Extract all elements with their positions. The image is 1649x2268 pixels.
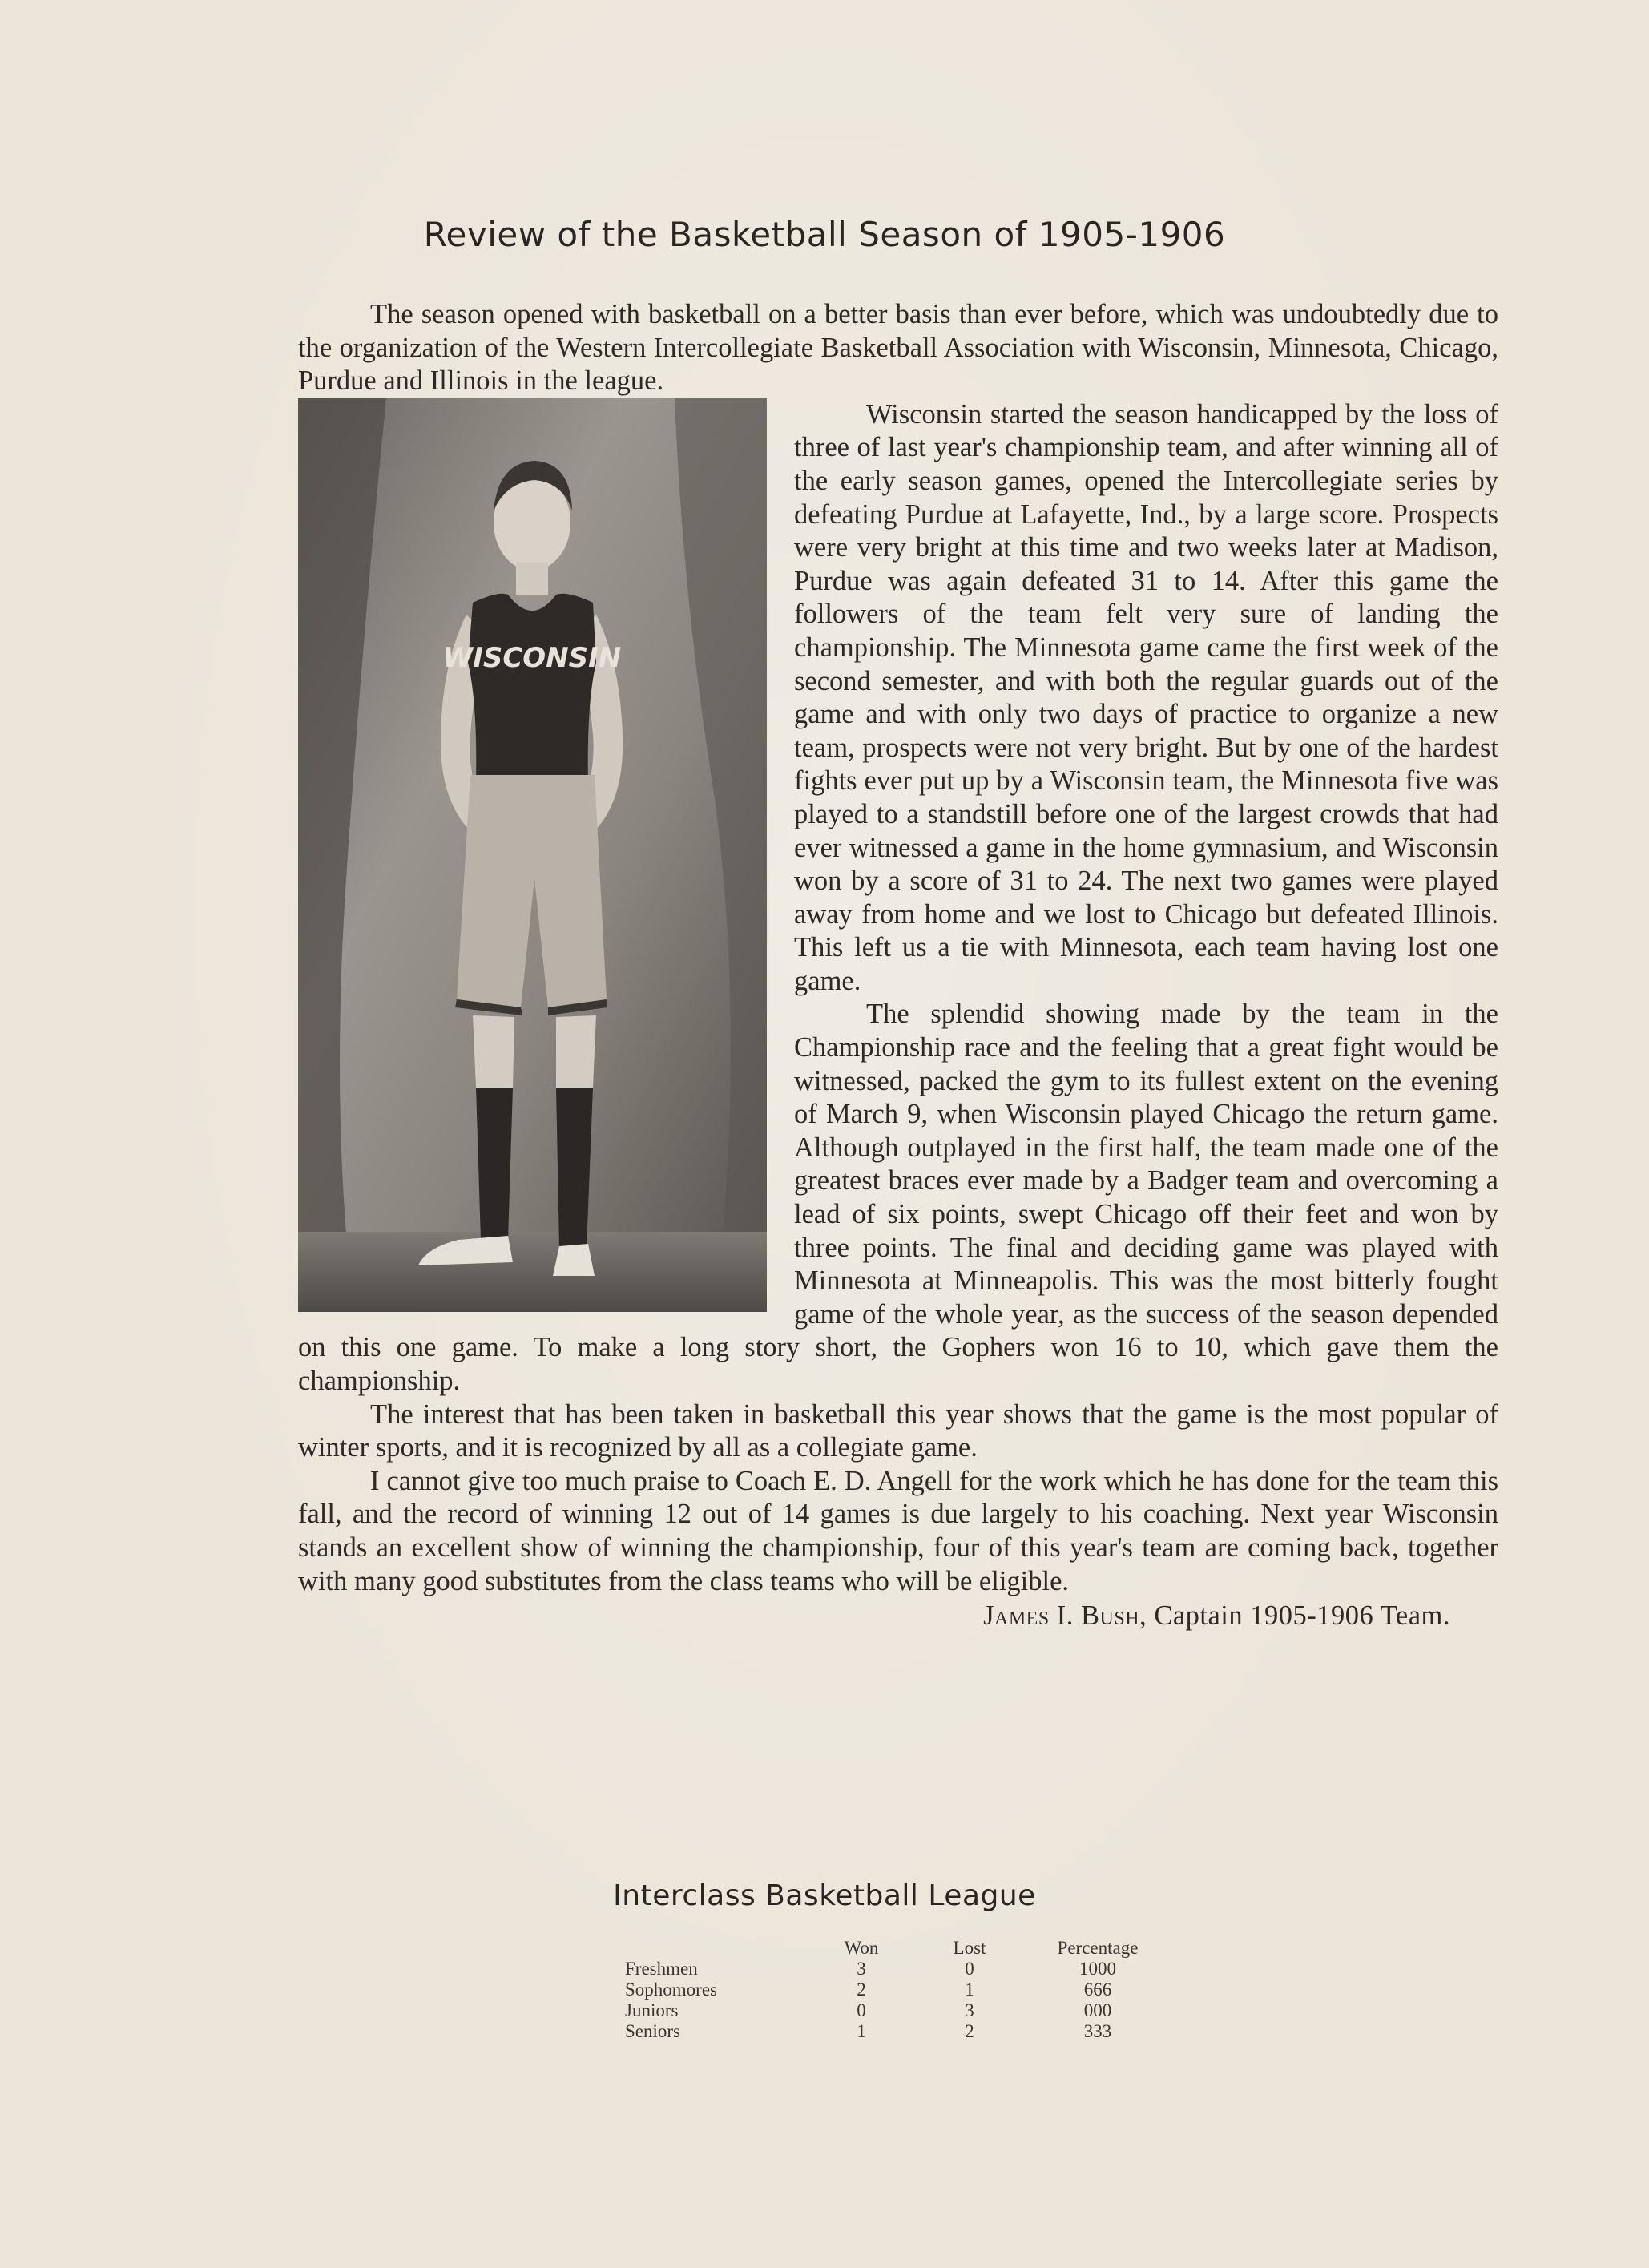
percentage-value: 000	[1083, 2000, 1112, 2020]
player-photo-image	[298, 398, 767, 1312]
league-header-percentage: Percentage	[1057, 1938, 1139, 1958]
league-title: Interclass Basketball League	[613, 1879, 1036, 1912]
table-row	[625, 2021, 1170, 2042]
paragraph-2: Wisconsin started the season handicapped by the loss of three of last year's championship team, and after winning all of the early season games, opened the Intercollegiate series by defeating Purdue at Lafayette, Ind., by a large score. Prospects were very bright at this time and two weeks later at Madison, Purdue was again defeated 31 to 14. After this game the followers of the team felt very sure of landing the championship. The Minnesota game came the first week of the second semester, and with both the regular guards out of the game and with only two days of practice to organize a new team, prospects were not very bright. But by one of the hardest fights ever put up by a Wisconsin team, the Minnesota five was played to a standstill before one of the largest crowds that had ever witnessed a game in the home gymnasium, and Wisconsin won by a score of 31 to 24. The next two games were played away from home and we lost to Chicago but defeated Illinois. This left us a tie with Minnesota, each team having lost one game.	[794, 398, 1498, 996]
league-header-lost: Lost	[953, 1938, 986, 1958]
percentage-value: 1000	[1079, 1959, 1116, 1979]
team-name: Freshmen	[625, 1959, 698, 1979]
percentage-value: 666	[1083, 1979, 1112, 2000]
team-name: Juniors	[625, 2000, 679, 2020]
table-row	[625, 1959, 1170, 1979]
team-name: Sophomores	[625, 1979, 717, 2000]
lost-value: 2	[965, 2021, 974, 2041]
signature-title: Captain 1905-1906 Team.	[1154, 1600, 1450, 1632]
league-table	[625, 1938, 1170, 2042]
signature-name: James I. Bush,	[983, 1600, 1147, 1632]
table-row	[625, 1979, 1170, 2000]
paragraph-1: The season opened with basketball on a better basis than ever before, which was undoubtedly due to the organization of the Western Intercollegiate Basketball Association with Wisconsin, Minnesota, Chicago, Purdue and Illinois in the league.	[298, 299, 1498, 397]
paragraph-3: The splendid showing made by the team in the Championship race and the feeling that a great fight would be witnessed, packed the gym to its fullest extent on the evening of March 9, when Wisconsin played Chicago the return game. Although outplayed in the first half, the team made one of the greatest braces ever made by a Badger team and overcoming a lead of six points, swept Chicago off their feet and won by three points. The final and deciding game was played with Minnesota at Minneapolis. This was the most bitterly fought game of the whole year, as the success of the season depended on this one game. To make a long story short, the Gophers won 16 to 10, which gave them the championship.	[298, 999, 1498, 1396]
paragraph-4: The interest that has been taken in basketball this year shows that the game is the most popular of winter sports, and it is recognized by all as a collegiate game.	[298, 1398, 1498, 1463]
won-value: 3	[857, 1959, 866, 1979]
table-row	[625, 2000, 1170, 2021]
won-value: 1	[857, 2021, 866, 2041]
lost-value: 3	[965, 2000, 974, 2020]
league-header-row	[625, 1938, 1170, 1959]
paragraph-5: I cannot give too much praise to Coach E. D. Angell for the work which he has done for the team this fall, and the record of winning 12 out of 14 games is due largely to his coaching. Next year Wisconsin stands an excellent show of winning the championship, four of this year's team are coming back, together with many good substitutes from the class teams who will be eligible.	[298, 1465, 1498, 1596]
league-header-team	[625, 1938, 809, 1959]
player-photo	[298, 398, 767, 1312]
signature	[298, 1600, 1498, 1633]
league-header-won: Won	[844, 1938, 879, 1958]
won-value: 2	[857, 1979, 866, 2000]
team-name: Seniors	[625, 2021, 680, 2041]
percentage-value: 333	[1083, 2021, 1112, 2041]
jersey-lettering: WISCONSIN	[442, 641, 622, 674]
won-value: 0	[857, 2000, 866, 2020]
lost-value: 0	[965, 1959, 974, 1979]
lost-value: 1	[965, 1979, 974, 2000]
page-title: Review of the Basketball Season of 1905-1906	[423, 215, 1226, 254]
article-body	[298, 298, 1498, 1633]
